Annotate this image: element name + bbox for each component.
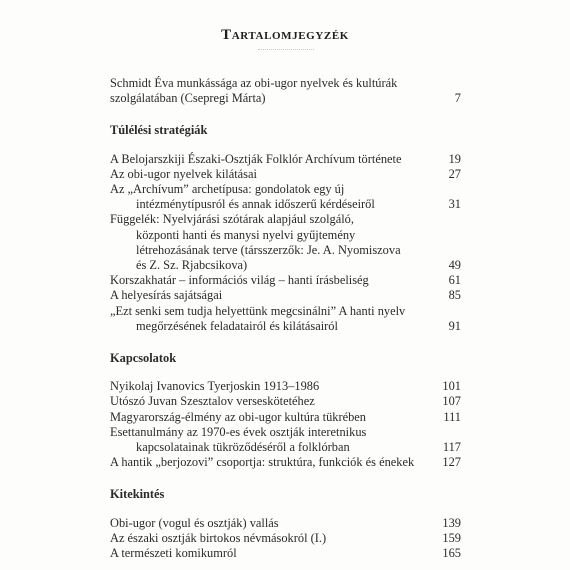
toc-entry-line: és Z. Sz. Rjabcsikova)	[136, 258, 248, 273]
section-heading: Kitekintés	[110, 487, 165, 502]
table-of-contents	[110, 76, 461, 561]
toc-entry-line: Korszakhatár – információs világ – hanti írásbeliség	[110, 273, 369, 288]
toc-entry	[110, 273, 461, 288]
toc-entry-line: Az „Archívum” archetípusa: gondolatok egy új	[110, 182, 345, 197]
toc-entry	[110, 288, 461, 303]
toc-entry	[110, 182, 461, 212]
section-heading: Túlélési stratégiák	[110, 123, 208, 138]
toc-entry-line: szolgálatában (Csepregi Márta)	[110, 91, 266, 106]
toc-entry	[110, 546, 461, 561]
toc-page-number: 61	[448, 273, 461, 288]
toc-page-number: 111	[443, 409, 461, 424]
page-title: Tartalomjegyzék	[221, 27, 349, 43]
toc-entry-line: A hantik „berjozovi” csoportja: struktúra, funkciók és énekek	[110, 455, 415, 470]
toc-entry-line: A természeti komikumról	[110, 546, 237, 561]
toc-entry-intro	[110, 76, 461, 106]
toc-page-number: 31	[448, 197, 461, 212]
toc-page-number: 85	[448, 288, 461, 303]
toc-page-number: 27	[448, 166, 461, 181]
toc-entry	[110, 152, 461, 167]
section-heading: Kapcsolatok	[110, 351, 177, 366]
toc-entry-line: Függelék: Nyelvjárási szótárak alapjául szolgáló,	[110, 212, 354, 227]
toc-entry-line: intézménytípusról és annak időszerű kérdéseiről	[136, 197, 375, 212]
toc-entry-line: Obi-ugor (vogul és osztják) vallás	[110, 515, 279, 530]
toc-page-number: 101	[442, 379, 461, 394]
toc-entry	[110, 394, 461, 409]
toc-entry	[110, 379, 461, 394]
toc-page-number: 165	[442, 546, 461, 561]
toc-entry-line: A helyesírás sajátságai	[110, 288, 223, 303]
title-underline	[258, 49, 314, 50]
toc-entry-line: A Belojarszkiji Északi-Osztják Folklór Archívum története	[110, 151, 402, 166]
toc-entry-line: „Ezt senki sem tudja helyettünk megcsinálni” A hanti nyelv	[110, 303, 406, 318]
toc-page-number: 159	[442, 530, 461, 545]
toc-entry-line: Az északi osztják birtokos névmásokról (I.)	[110, 530, 327, 545]
toc-page-number: 19	[448, 151, 461, 166]
toc-page-number: 91	[448, 318, 461, 333]
toc-entry-line: Magyarország-élmény az obi-ugor kultúra tükrében	[110, 409, 366, 424]
toc-page-number: 49	[448, 258, 461, 273]
toc-entry-line: Nyikolaj Ivanovics Tyerjoskin 1913–1986	[110, 379, 320, 394]
toc-entry	[110, 410, 461, 425]
toc-entry-line: kapcsolatainak tükröződéséről a folklórban	[136, 440, 350, 455]
toc-page-number: 107	[442, 394, 461, 409]
toc-entry	[110, 304, 461, 334]
toc-entry-line: központi hanti és manysi nyelvi gyűjtemény	[136, 227, 356, 242]
toc-entry	[110, 455, 461, 470]
toc-entry-line: megőrzésének feladatairól és kilátásairól	[136, 318, 338, 333]
toc-entry-line: Az obi-ugor nyelvek kilátásai	[110, 166, 257, 181]
toc-entry	[110, 516, 461, 531]
toc-entry-line: Esettanulmány az 1970-es évek osztják interetnikus	[110, 424, 367, 439]
toc-page-number: 117	[442, 440, 461, 455]
toc-entry	[110, 212, 461, 273]
toc-entry	[110, 167, 461, 182]
toc-entry	[110, 531, 461, 546]
toc-entry	[110, 425, 461, 455]
toc-entry-line: létrehozásának terve (társszerzők: Je. A. Nyomiszova	[136, 242, 401, 257]
toc-page-number: 7	[454, 91, 461, 106]
toc-entry-line: Schmidt Éva munkássága az obi-ugor nyelvek és kultúrák	[110, 76, 398, 90]
toc-page-number: 139	[442, 515, 461, 530]
toc-page-number: 127	[442, 455, 461, 470]
toc-entry-line: Utószó Juvan Szesztalov verseskötetéhez	[110, 394, 315, 409]
